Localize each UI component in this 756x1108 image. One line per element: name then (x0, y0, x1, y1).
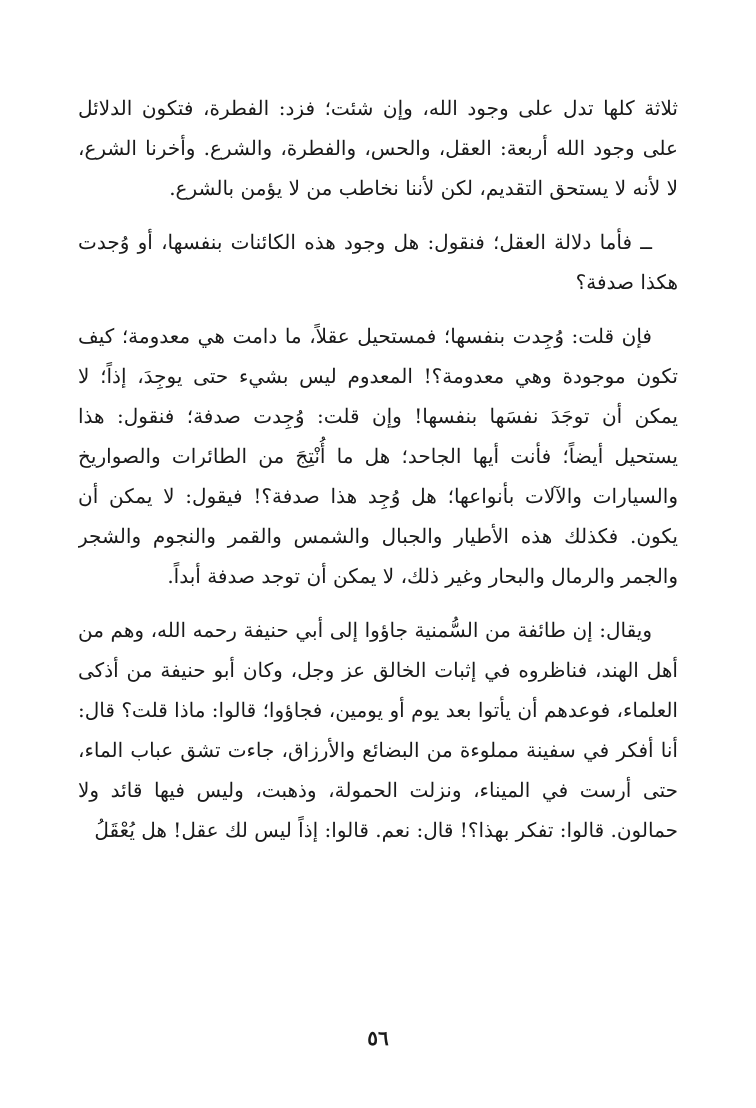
page-body (78, 88, 678, 1008)
paragraph-3: فإن قلت: وُجِدت بنفسها؛ فمستحيل عقلاً، ما دامت هي معدومة؛ كيف تكون موجودة وهي معدومة؟! المعدوم ليس بشيء حتى يوجِدَ، إذاً؛ لا يمكن أن توجَدَ نفسَها بنفسها! وإن قلت: وُجِدت صدفة؛ فنقول: هذا يستحيل أيضاً؛ فأنت أيها الجاحد؛ هل ما أُنْتِجَ من الطائرات والصواريخ والسيارات والآلات بأنواعها؛ هل وُجِد هذا صدفة؟! فيقول: لا يمكن أن يكون. فكذلك هذه الأطيار والجبال والشمس والقمر والنجوم والشجر والجمر والرمال والبحار وغير ذلك، لا يمكن أن توجد صدفة أبداً. (78, 324, 678, 588)
paragraph-1: ثلاثة كلها تدل على وجود الله، وإن شئت؛ فزد: الفطرة، فتكون الدلائل على وجود الله أربعة: العقل، والحس، والفطرة، والشرع. وأخرنا الشرع، لا لأنه لا يستحق التقديم، لكن لأننا نخاطب من لا يؤمن بالشرع. (78, 96, 678, 200)
page-number: ٥٦ (367, 1026, 389, 1050)
paragraph-4: ويقال: إن طائفة من السُّمنية جاؤوا إلى أبي حنيفة رحمه الله، وهم من أهل الهند، فناظروه في إثبات الخالق عز وجل، وكان أبو حنيفة من أذكى العلماء، فوعدهم أن يأتوا بعد يوم أو يومين، فجاؤوا؛ قالوا: ماذا قلت؟ قال: أنا أفكر في سفينة مملوءة من البضائع والأرزاق، جاءت تشق عباب الماء، حتى أرست في الميناء، ونزلت الحمولة، وذهبت، وليس فيها قائد ولا حمالون. قالوا: تفكر بهذا؟! قال: نعم. قالوا: إذاً ليس لك عقل! هل يُعْقَلُ (78, 618, 678, 842)
paragraph-2: ــ فأما دلالة العقل؛ فنقول: هل وجود هذه الكائنات بنفسها، أو وُجدت هكذا صدفة؟ (78, 230, 678, 294)
